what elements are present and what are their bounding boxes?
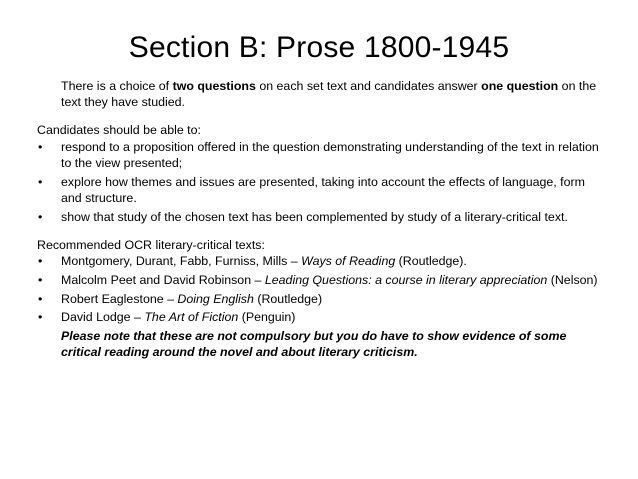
intro-text-2: on each set text and candidates answer xyxy=(255,79,482,93)
recommended-list xyxy=(37,253,602,326)
book-title: Ways of Reading xyxy=(301,254,396,269)
author-text: David Lodge – xyxy=(61,310,145,325)
list-item xyxy=(37,139,602,171)
list-item xyxy=(37,209,602,225)
bullet-icon: • xyxy=(38,209,43,224)
bullet-icon: • xyxy=(38,254,43,269)
slide-title: Section B: Prose 1800-1945 xyxy=(128,31,510,64)
bullet-icon: • xyxy=(38,139,43,154)
candidates-list xyxy=(37,139,602,225)
list-item-text: explore how themes and issues are presented, taking into account the effects of language, form and structure. xyxy=(61,174,585,205)
list-item-text: respond to a proposition offered in the question demonstrating understanding of the text in relation to the view presented; xyxy=(61,139,599,170)
publisher-text: (Routledge) xyxy=(253,291,323,306)
publisher-text: (Routledge). xyxy=(395,254,467,269)
book-title: Leading Questions: a course in literary appreciation xyxy=(264,272,548,287)
intro-text-3: on the text they have studied. xyxy=(61,79,597,110)
list-item xyxy=(37,291,602,307)
author-text: Montgomery, Durant, Fabb, Furniss, Mills – xyxy=(61,254,302,269)
publisher-text: (Nelson) xyxy=(547,272,598,287)
book-title: The Art of Fiction xyxy=(144,310,239,325)
intro-bold-2: one question xyxy=(481,79,559,93)
list-item xyxy=(37,174,602,206)
slide-body xyxy=(37,78,602,361)
list-item-text: show that study of the chosen text has been complemented by study of a literary-critical text. xyxy=(61,209,568,224)
author-text: Malcolm Peet and David Robinson – xyxy=(61,272,265,287)
recommended-heading: Recommended OCR literary-critical texts: xyxy=(37,237,265,252)
book-title: Doing English xyxy=(177,291,254,306)
bullet-icon: • xyxy=(38,291,43,306)
publisher-text: (Penguin) xyxy=(238,310,296,325)
list-item xyxy=(37,309,602,325)
bullet-icon: • xyxy=(38,310,43,325)
list-item xyxy=(37,272,602,288)
intro-bold-1: two questions xyxy=(172,79,256,93)
list-item xyxy=(37,253,602,269)
candidates-heading: Candidates should be able to: xyxy=(37,123,201,138)
bullet-icon: • xyxy=(38,174,43,189)
compulsory-note: Please note that these are not compulsory but you do have to show evidence of some critical reading around the novel and about literary criticism. xyxy=(61,329,567,360)
author-text: Robert Eaglestone – xyxy=(61,291,178,306)
intro-text-1: There is a choice of xyxy=(61,79,173,93)
intro-paragraph xyxy=(61,78,602,110)
bullet-icon: • xyxy=(38,272,43,287)
